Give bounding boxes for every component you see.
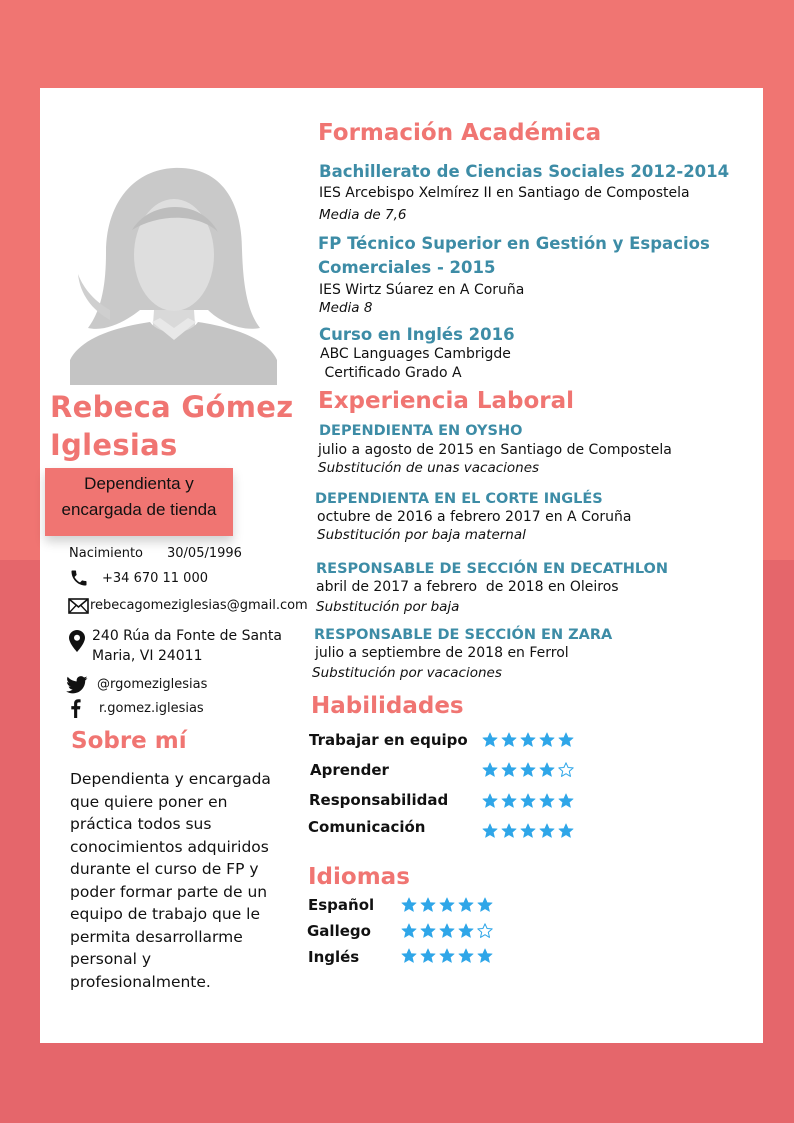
name-line-2: Iglesias [50,428,178,462]
job-3-title: RESPONSABLE DE SECCIÓN EN DECATHLON [316,561,669,577]
language-2-rating [401,923,493,939]
skills-title: Habilidades [311,693,464,719]
skill-3-rating [482,793,574,809]
language-2-label: Gallego [307,922,371,940]
star-filled-icon [401,948,417,964]
twitter-handle: @rgomeziglesias [97,677,208,692]
job-1-title: DEPENDIENTA EN OYSHO [319,423,523,439]
star-filled-icon [539,762,555,778]
star-filled-icon [420,948,436,964]
skill-3-label: Responsabilidad [309,791,449,809]
job-1-note: Substitución de unas vacaciones [318,460,540,476]
star-filled-icon [439,897,455,913]
language-1-label: Español [308,896,375,914]
star-filled-icon [501,823,517,839]
job-2-period: octubre de 2016 a febrero 2017 en A Coruña [317,509,632,525]
facebook-icon [70,699,81,718]
education-item-1-school: IES Arcebispo Xelmírez II en Santiago de Compostela [319,185,690,201]
address-line-1: 240 Rúa da Fonte de Santa [92,628,282,644]
education-item-2-title-line-1: FP Técnico Superior en Gestión y Espacios [318,234,710,253]
twitter-icon [66,676,88,694]
star-filled-icon [539,823,555,839]
star-filled-icon [439,948,455,964]
birth-date: 30/05/1996 [167,546,242,561]
phone-number: +34 670 11 000 [102,571,208,586]
job-2-note: Substitución por baja maternal [317,527,526,543]
star-filled-icon [558,793,574,809]
email-icon [68,598,89,614]
star-filled-icon [520,823,536,839]
birth-label: Nacimiento [69,546,144,561]
about-text: Dependienta y encargada que quiere poner en práctica todos sus conocimientos adquiridos durante el curso de FP y poder formar parte de un equipo de trabajo que le permita desarrollarme personal y profesionalmente. [70,770,271,991]
job-title-box [45,468,233,536]
skill-2-label: Aprender [310,761,389,779]
candidate-name [50,388,320,464]
address-line-2: Maria, VI 24011 [92,648,203,664]
education-title: Formación Académica [318,120,602,146]
star-filled-icon [558,732,574,748]
role-line-2: encargada de tienda [61,500,217,519]
star-filled-icon [458,897,474,913]
name-line-1: Rebeca Gómez [50,390,294,424]
facebook-handle: r.gomez.iglesias [99,701,204,716]
star-filled-icon [501,793,517,809]
job-4-title: RESPONSABLE DE SECCIÓN EN ZARA [314,627,613,643]
star-filled-icon [520,732,536,748]
education-item-2-grade: Media 8 [319,300,373,316]
star-empty-icon [477,923,493,939]
star-filled-icon [477,948,493,964]
star-filled-icon [539,793,555,809]
skill-4-label: Comunicación [308,818,426,836]
star-empty-icon [558,762,574,778]
profile-photo [70,160,277,385]
education-item-2-school: IES Wirtz Súarez en A Coruña [319,282,525,298]
email-address: rebecagomeziglesias@gmail.com [90,598,308,613]
job-3-note: Substitución por baja [316,599,460,615]
phone-icon [68,568,90,588]
skill-2-rating [482,762,574,778]
star-filled-icon [501,732,517,748]
education-item-1-grade: Media de 7,6 [319,207,407,223]
star-filled-icon [401,897,417,913]
star-filled-icon [458,948,474,964]
star-filled-icon [420,923,436,939]
education-item-2-title-line-2: Comerciales - 2015 [318,258,496,277]
star-filled-icon [458,923,474,939]
skill-4-rating [482,823,574,839]
education-item-1-title: Bachillerato de Ciencias Sociales 2012-2014 [319,162,730,181]
about-title: Sobre mí [71,728,187,754]
job-2-title: DEPENDIENTA EN EL CORTE INGLÉS [315,491,603,507]
job-4-note: Substitución por vacaciones [312,665,502,681]
language-1-rating [401,897,493,913]
star-filled-icon [420,897,436,913]
job-3-period: abril de 2017 a febrero de 2018 en Oleiros [316,579,619,595]
star-filled-icon [520,793,536,809]
star-filled-icon [558,823,574,839]
language-3-rating [401,948,493,964]
star-filled-icon [520,762,536,778]
star-filled-icon [401,923,417,939]
education-item-3-certificate: Certificado Grado A [320,365,462,381]
job-4-period: julio a septiembre de 2018 en Ferrol [315,645,569,661]
job-1-period: julio a agosto de 2015 en Santiago de Compostela [318,442,672,458]
experience-title: Experiencia Laboral [318,388,575,414]
star-filled-icon [501,762,517,778]
star-filled-icon [477,897,493,913]
languages-title: Idiomas [308,864,410,890]
education-item-3-title: Curso en Inglés 2016 [319,325,515,344]
language-3-label: Inglés [308,948,360,966]
location-pin-icon [69,630,85,652]
star-filled-icon [482,823,498,839]
star-filled-icon [539,732,555,748]
star-filled-icon [439,923,455,939]
address [92,626,282,666]
role-line-1: Dependienta y [84,474,194,493]
education-item-3-school: ABC Languages Cambrigde [320,346,511,362]
star-filled-icon [482,762,498,778]
star-filled-icon [482,732,498,748]
star-filled-icon [482,793,498,809]
education-item-2-title [318,232,710,280]
skill-1-label: Trabajar en equipo [309,731,468,749]
skill-1-rating [482,732,574,748]
